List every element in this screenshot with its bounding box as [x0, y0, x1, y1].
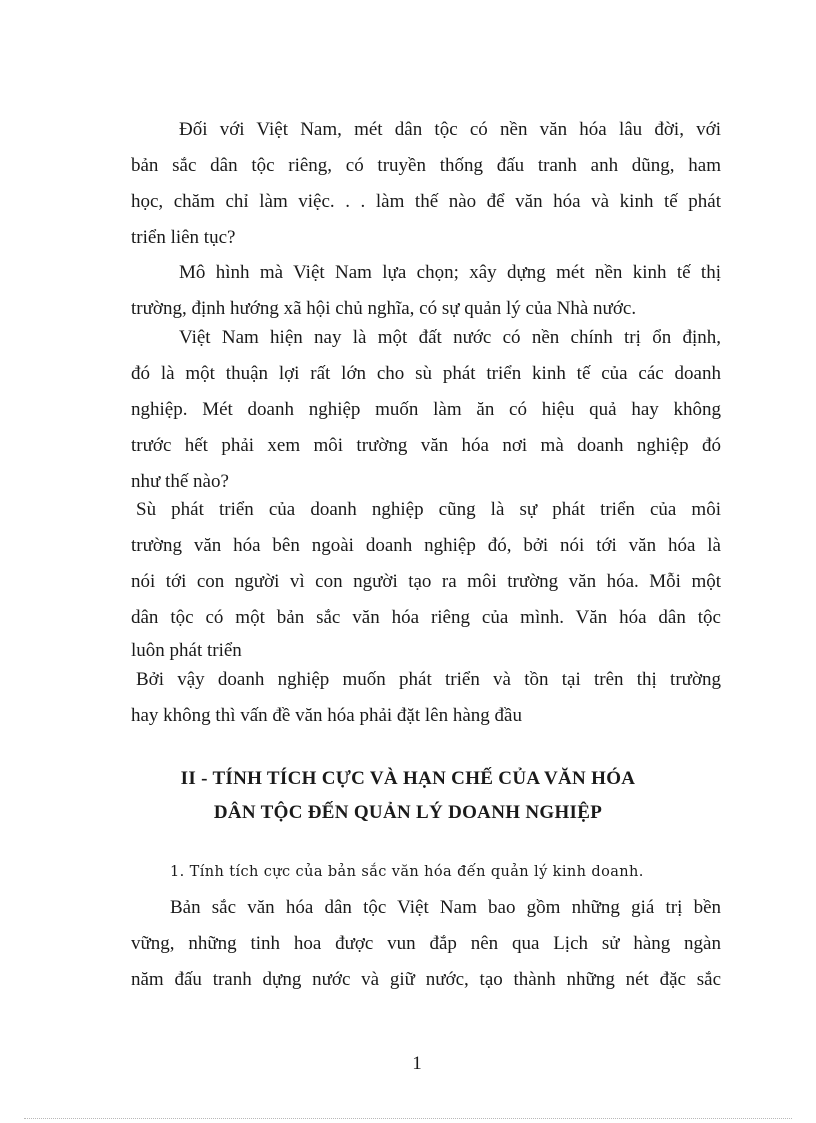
page-bottom-rule [24, 1118, 792, 1119]
final-paragraph-line-3: năm đấu tranh dựng nước và giữ nước, tạo thành những nét đặc sắc [131, 969, 721, 990]
section-heading-line-1: II - TÍNH TÍCH CỰC VÀ HẠN CHẾ CỦA VĂN HÓA [180, 768, 636, 789]
section-heading-line-2: DÂN TỘC ĐẾN QUẢN LÝ DOANH NGHIỆP [213, 802, 603, 823]
paragraph-3-line-2: đó là một thuận lợi rất lớn cho sù phát triển kinh tế của các doanh [131, 363, 721, 384]
paragraph-4-line-4: dân tộc có một bản sắc văn hóa riêng của mình. Văn hóa dân tộc [131, 607, 721, 628]
paragraph-5-line-2: hay không thì vấn đề văn hóa phải đặt lên hàng đầu [131, 705, 522, 726]
paragraph-1-line-3: học, chăm chỉ làm việc. . . làm thế nào để văn hóa và kinh tế phát [131, 191, 721, 212]
final-paragraph-line-2: vững, những tinh hoa được vun đắp nên qua Lịch sử hàng ngàn [131, 933, 721, 954]
subsection-title: 1. Tính tích cực của bản sắc văn hóa đến quản lý kinh doanh. [170, 864, 644, 880]
paragraph-1-line-2: bản sắc dân tộc riêng, có truyền thống đấu tranh anh dũng, ham [131, 155, 721, 176]
paragraph-4-line-5: luôn phát triển [131, 640, 242, 661]
paragraph-1-line-4: triển liên tục? [131, 227, 236, 248]
paragraph-4-line-2: trường văn hóa bên ngoài doanh nghiệp đó, bởi nói tới văn hóa là [131, 535, 721, 556]
final-paragraph-line-1: Bản sắc văn hóa dân tộc Việt Nam bao gồm những giá trị bền [170, 897, 721, 918]
paragraph-3-line-3: nghiệp. Mét doanh nghiệp muốn làm ăn có hiệu quả hay không [131, 399, 721, 420]
paragraph-3-line-5: như thế nào? [131, 471, 229, 492]
paragraph-3-line-4: trước hết phải xem môi trường văn hóa nơi mà doanh nghiệp đó [131, 435, 721, 456]
paragraph-2-line-2: trường, định hướng xã hội chủ nghĩa, có sự quản lý của Nhà nước. [131, 298, 637, 319]
paragraph-5-line-1: Bởi vậy doanh nghiệp muốn phát triển và tồn tại trên thị trường [136, 669, 721, 690]
paragraph-1-line-1: Đối với Việt Nam, mét dân tộc có nền văn hóa lâu đời, với [179, 119, 721, 140]
paragraph-4-line-1: Sù phát triển của doanh nghiệp cũng là sự phát triển của môi [136, 499, 721, 520]
paragraph-3-line-1: Việt Nam hiện nay là một đất nước có nền chính trị ổn định, [179, 327, 721, 348]
page-number: 1 [412, 1053, 422, 1074]
paragraph-4-line-3: nói tới con người vì con người tạo ra môi trường văn hóa. Mỗi một [131, 571, 721, 592]
paragraph-2-line-1: Mô hình mà Việt Nam lựa chọn; xây dựng mét nền kinh tế thị [179, 262, 721, 283]
